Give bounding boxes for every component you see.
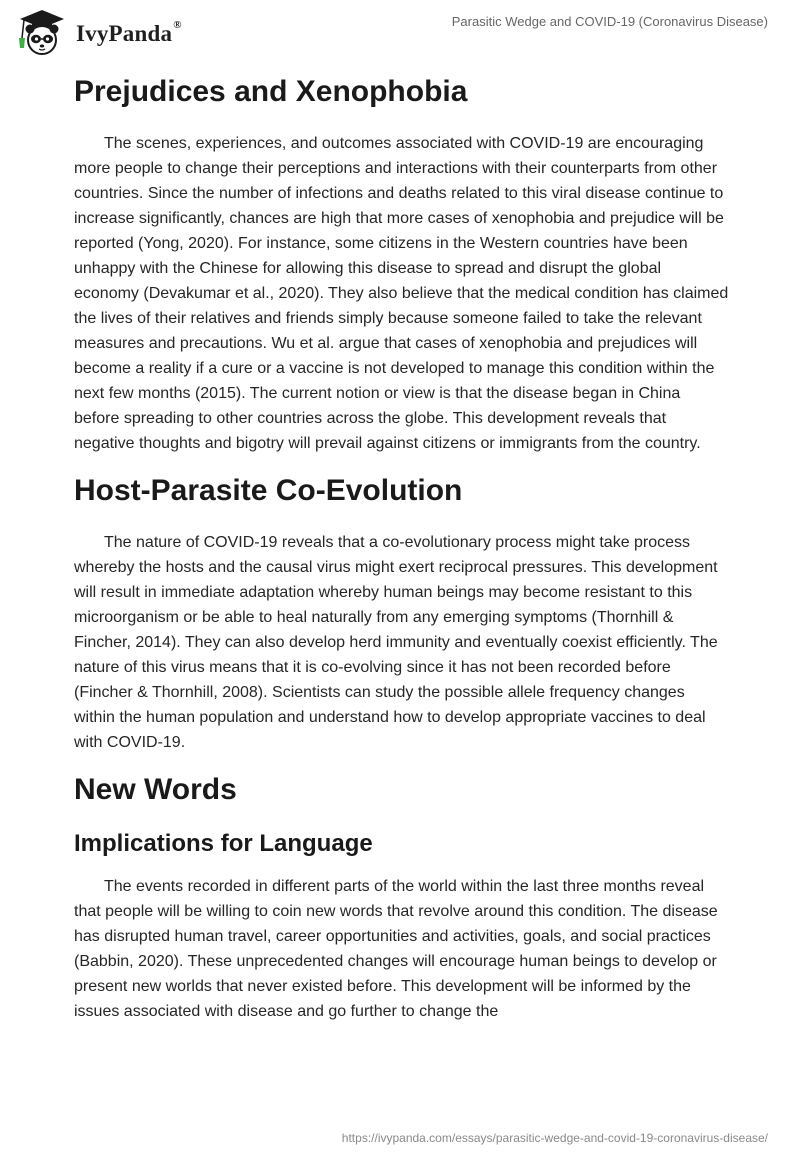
page-header — [0, 0, 800, 70]
essay-content — [74, 72, 730, 1024]
document-title: Parasitic Wedge and COVID-19 (Coronavirus Disease) — [451, 14, 768, 29]
paragraph-prejudices-xenophobia: The scenes, experiences, and outcomes associated with COVID-19 are encouraging more people to change their perceptions and interactions with their counterparts from other countries. Since the number of infections and deaths related to this viral disease continue to increase significantly, chances are high that more cases of xenophobia and prejudice will be reported (Yong, 2020). For instance, some citizens in the Western countries have been unhappy with the Chinese for allowing this disease to spread and disrupt the global economy (Devakumar et al., 2020). They also believe that the medical condition has claimed the lives of their relatives and friends simply because someone failed to take the relevant measures and precautions. Wu et al. argue that cases of xenophobia and prejudices will become a reality if a cure or a vaccine is not developed to manage this condition within the next few months (2015). The current notion or view is that the disease began in China before spreading to other countries across the globe. This development reveals that negative thoughts and bigotry will prevail against citizens or immigrants from the country. — [74, 135, 729, 452]
source-url-link[interactable]: https://ivypanda.com/essays/parasitic-wedge-and-covid-19-coronavirus-disease/ — [341, 1131, 768, 1145]
registered-mark: ® — [173, 19, 182, 31]
brand-name: IvyPanda® — [76, 19, 182, 46]
panda-graduate-icon — [14, 8, 70, 58]
heading-host-parasite-coevolution: Host-Parasite Co-Evolution — [74, 474, 463, 507]
paragraph-host-parasite-coevolution: The nature of COVID-19 reveals that a co-evolutionary process might take process whereby the hosts and the causal virus might exert reciprocal pressures. This development will result in immediate adaptation whereby human beings may become resistant to this microorganism or be able to heal naturally from any emerging symptoms (Thornhill & Fincher, 2014). They can also develop herd immunity and eventually coexist efficiently. The nature of this virus means that it is co-evolving since it has not been recorded before (Fincher & Thornhill, 2008). Scientists can study the possible allele frequency changes within the human population and understand how to develop appropriate vaccines to deal with COVID-19. — [74, 534, 718, 751]
subheading-implications-language: Implications for Language — [74, 830, 373, 857]
paragraph-implications-language: The events recorded in different parts of the world within the last three months reveal that people will be willing to coin new words that revolve around this condition. The disease has disrupted human travel, career opportunities and activities, goals, and social practices (Babbin, 2020). These unprecedented changes will encourage human beings to develop or present new worlds that never existed before. This development will be informed by the issues associated with disease and go further to change the — [74, 878, 718, 1020]
heading-new-words: New Words — [74, 773, 237, 806]
brand-logo-link[interactable] — [14, 8, 182, 58]
heading-prejudices-xenophobia: Prejudices and Xenophobia — [74, 75, 468, 108]
